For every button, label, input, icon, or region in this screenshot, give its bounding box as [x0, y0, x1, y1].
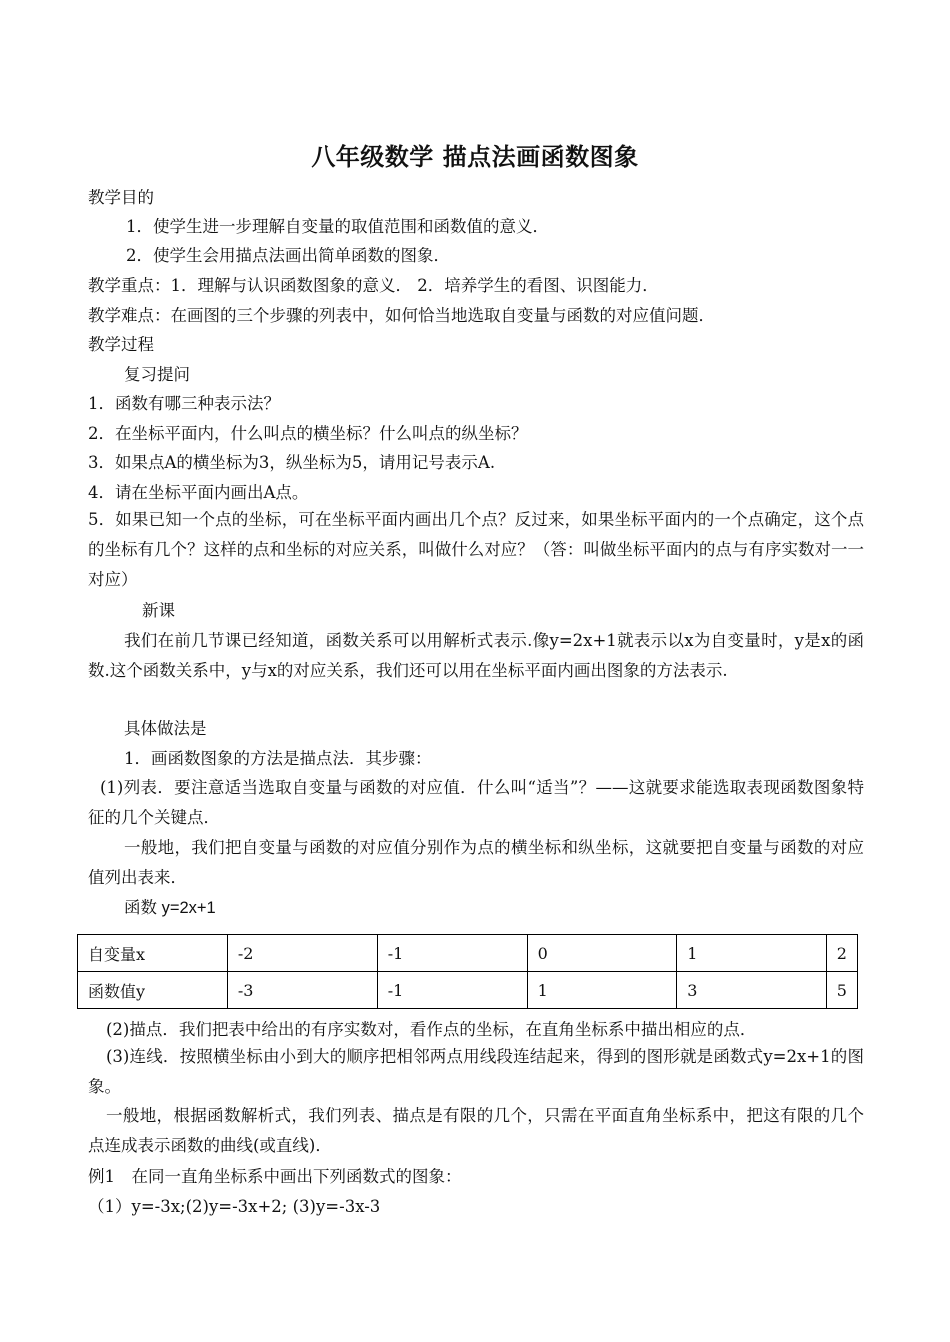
table-cell: -1 — [377, 972, 527, 1009]
step-3: (3)连线．按照横坐标由小到大的顺序把相邻两点用线段连结起来，得到的图形就是函数式y=2x+1的图象。 — [88, 1047, 864, 1096]
review-question-4: 4．请在坐标平面内画出A点。 — [88, 483, 309, 502]
process-heading: 教学过程 — [88, 335, 154, 354]
table-row — [78, 972, 858, 1009]
table-cell: 2 — [826, 935, 857, 972]
new-lesson-intro: 我们在前几节课已经知道，函数关系可以用解析式表示.像y=2x+1就表示以x为自变量时，y是x的函数.这个函数关系中，y与x的对应关系，我们还可以用在坐标平面内画出图象的方法表示. — [88, 631, 864, 680]
review-question-3: 3．如果点A的横坐标为3，纵坐标为5，请用记号表示A. — [88, 453, 496, 472]
review-heading: 复习提问 — [124, 365, 190, 384]
general-note: 一般地，根据函数解析式，我们列表、描点是有限的几个，只需在平面直角坐标系中，把这有限的几个点连成表示函数的曲线(或直线)． — [88, 1106, 864, 1155]
new-lesson-heading: 新课 — [142, 601, 175, 620]
table-cell: 自变量x — [78, 935, 228, 972]
table-cell: 函数值y — [78, 972, 228, 1009]
page-title: 八年级数学 描点法画函数图象 — [311, 143, 639, 171]
table-row — [78, 935, 858, 972]
key-points: 教学重点：1．理解与认识函数图象的意义． 2．培养学生的看图、识图能力． — [88, 276, 659, 295]
difficulty: 教学难点：在画图的三个步骤的列表中，如何恰当地选取自变量与函数的对应值问题． — [88, 306, 715, 325]
objective-item-2: 2．使学生会用描点法画出简单函数的图象． — [126, 246, 450, 265]
value-table — [77, 934, 858, 1009]
table-cell: -1 — [377, 935, 527, 972]
objectives-heading: 教学目的 — [88, 188, 154, 207]
review-question-5: 5．如果已知一个点的坐标，可在坐标平面内画出几个点？反过来，如果坐标平面内的一个点确定，这个点的坐标有几个？这样的点和坐标的对应关系，叫做什么对应？（答：叫做坐标平面内的点与有序实数对一一对应） — [88, 510, 864, 589]
table-cell: 1 — [677, 935, 827, 972]
table-cell: -3 — [227, 972, 377, 1009]
example-items: （1）y=-3x;(2)y=-3x+2; (3)y=-3x-3 — [88, 1197, 381, 1216]
table-cell: 5 — [826, 972, 857, 1009]
table-cell: -2 — [227, 935, 377, 972]
table-cell: 3 — [677, 972, 827, 1009]
table-cell: 1 — [527, 972, 677, 1009]
step-1: (1)列表．要注意适当选取自变量与函数的对应值．什么叫“适当”？——这就要求能选取表现函数图象特征的几个关键点． — [88, 778, 864, 827]
method-heading: 具体做法是 — [124, 719, 207, 738]
step-2: (2)描点．我们把表中给出的有序实数对，看作点的坐标，在直角坐标系中描出相应的点． — [106, 1020, 757, 1039]
example-heading: 例1 在同一直角坐标系中画出下列函数式的图象： — [88, 1167, 462, 1186]
step-1-general: 一般地，我们把自变量与函数的对应值分别作为点的横坐标和纵坐标，这就要把自变量与函数的对应值列出表来． — [88, 838, 864, 887]
review-question-1: 1．函数有哪三种表示法？ — [88, 394, 280, 413]
review-question-2: 2．在坐标平面内，什么叫点的横坐标？什么叫点的纵坐标？ — [88, 424, 528, 443]
function-label: 函数 y=2x+1 — [124, 899, 216, 917]
table-cell: 0 — [527, 935, 677, 972]
step-intro: 1．画函数图象的方法是描点法．其步骤： — [124, 749, 432, 768]
objective-item-1: 1．使学生进一步理解自变量的取值范围和函数值的意义． — [126, 217, 549, 236]
